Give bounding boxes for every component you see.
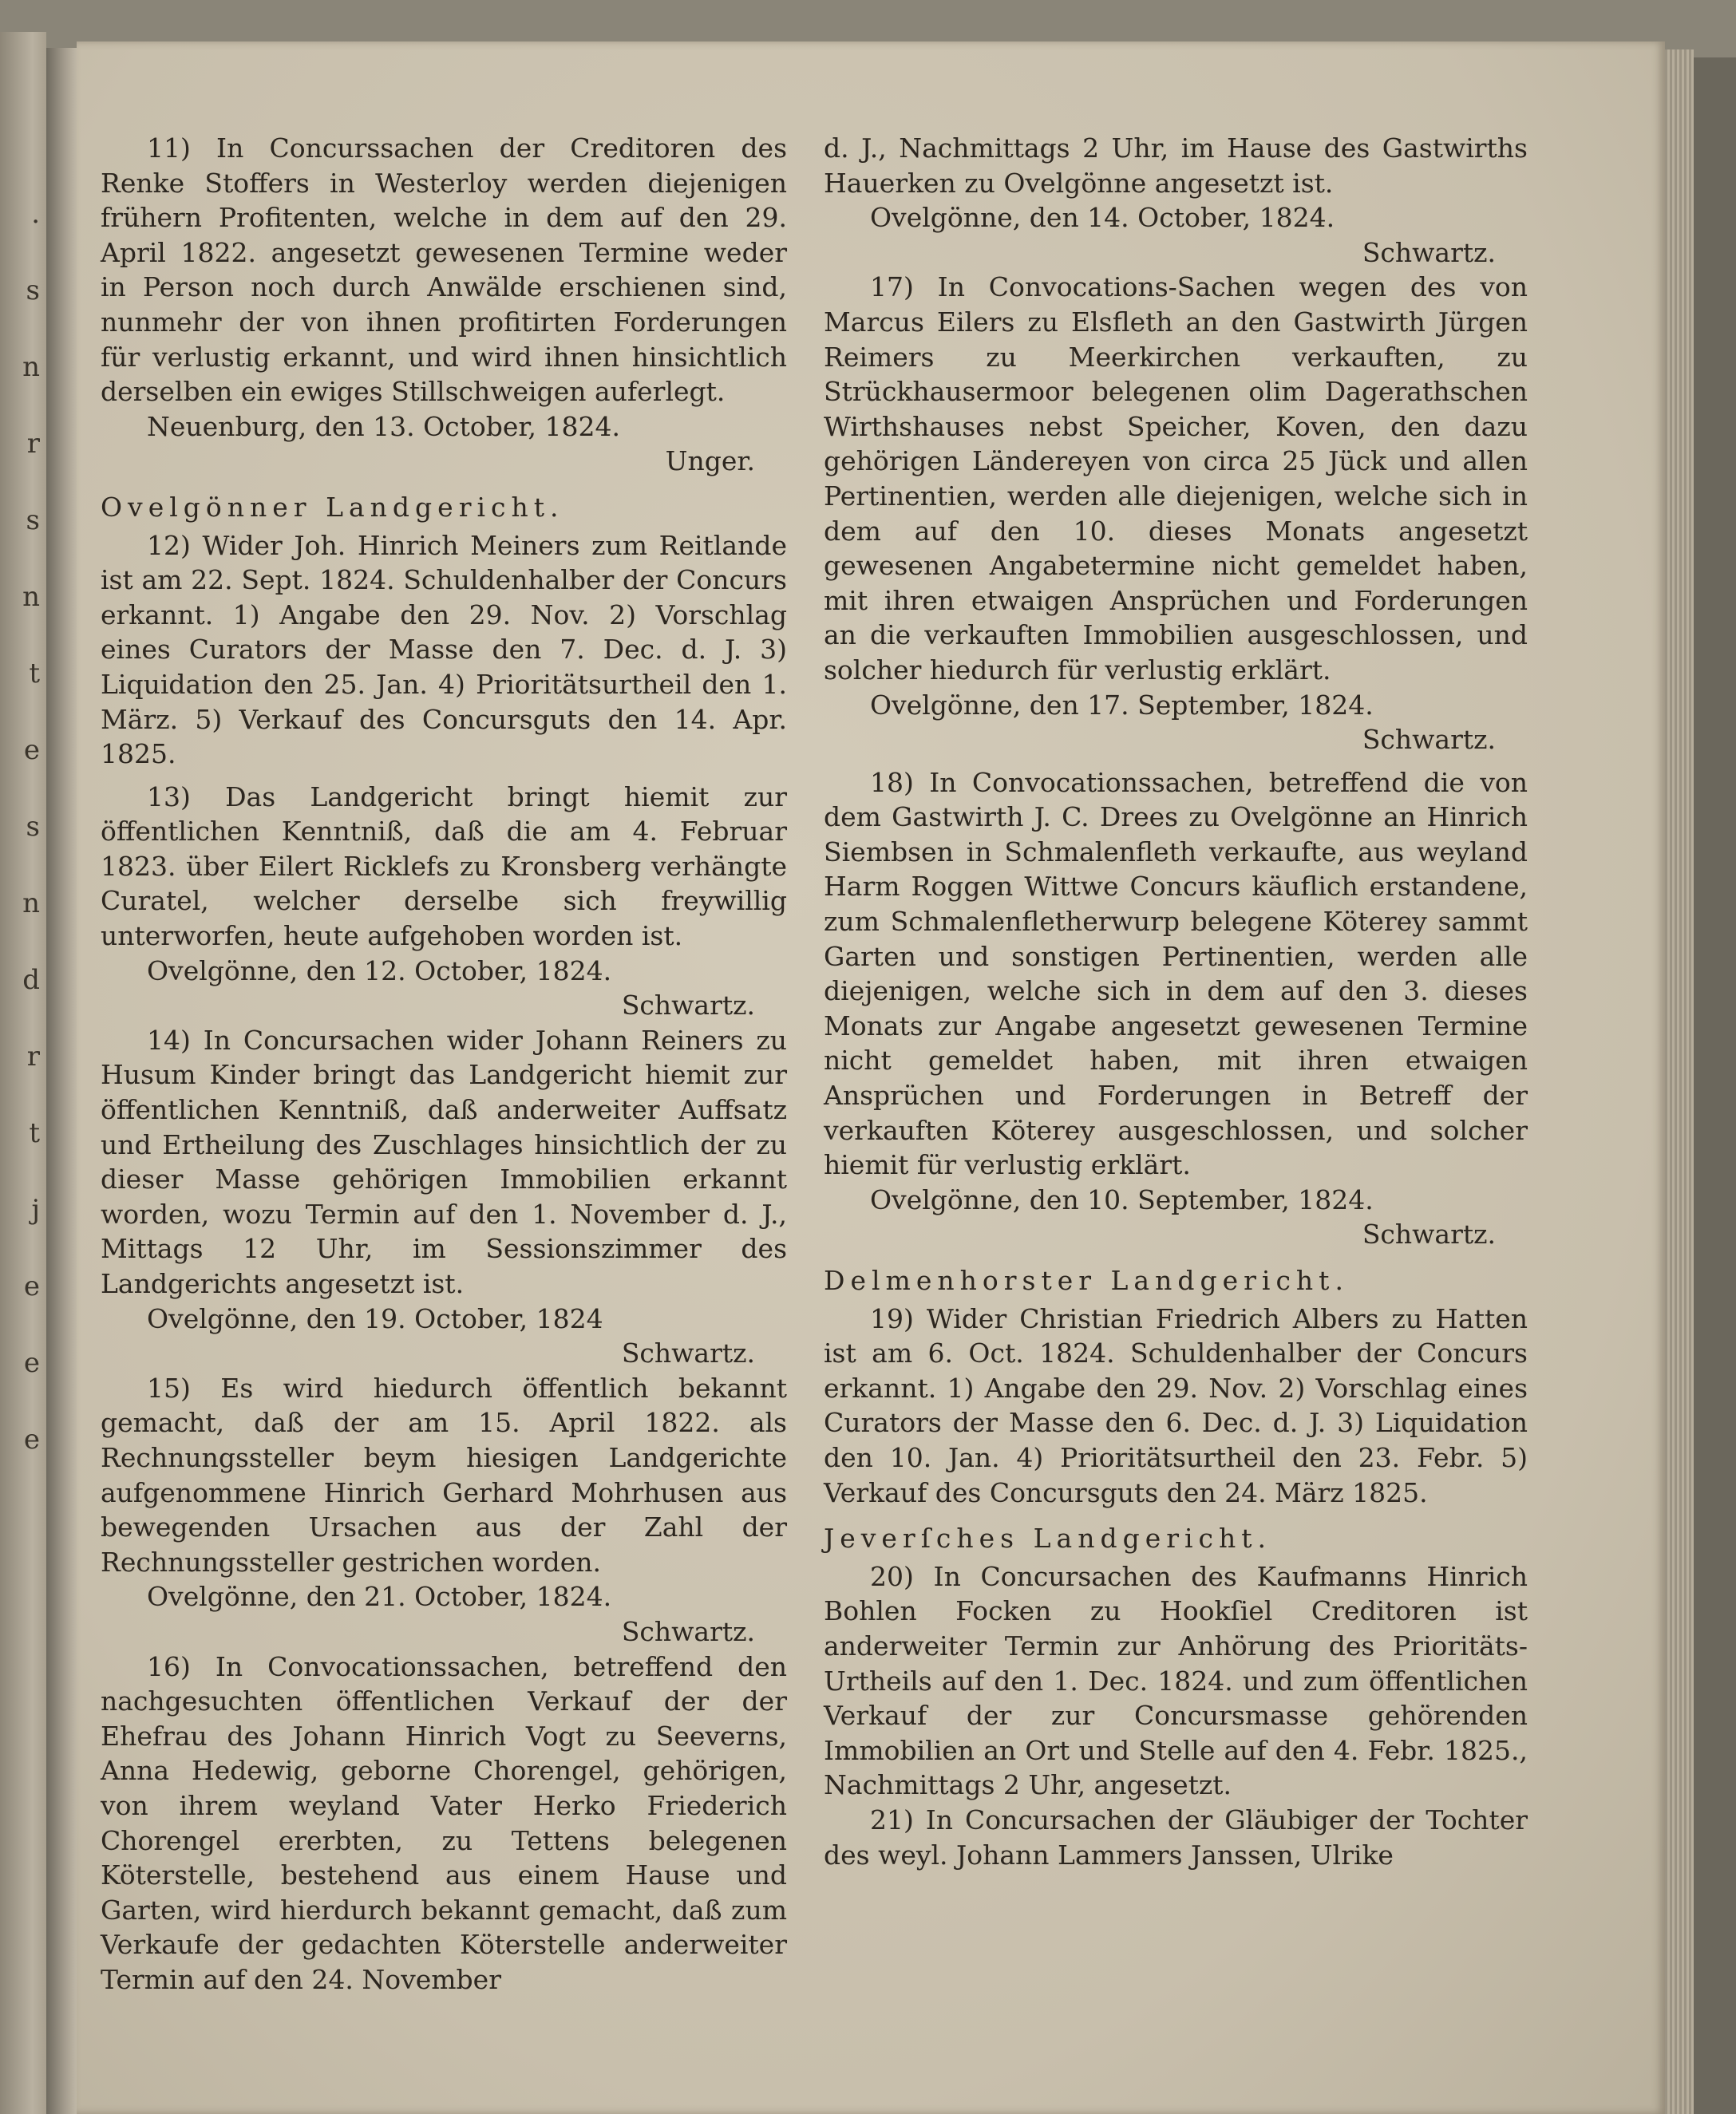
margin-fragment: e <box>23 1270 40 1302</box>
background-edge <box>1694 57 1736 2114</box>
notice-13: 13) Das Landgericht bringt hiemit zur öffentlichen Kenntniß, daß die am 4. Februar 1823. über Eilert Ricklefs zu Kronsberg verhängte Curatel, welcher derselbe sich freywillig unterworfen, heute aufgehoben worden ist. <box>101 780 787 952</box>
notice-11-place-date: Neuenburg, den 13. October, 1824. <box>147 410 620 442</box>
margin-fragment: t <box>29 1117 40 1149</box>
notice-14-signature: Schwartz. <box>621 1338 755 1369</box>
notice-18-signature: Schwartz. <box>1362 1219 1496 1251</box>
margin-fragment: s <box>26 504 40 536</box>
book-gutter <box>46 48 80 2114</box>
notice-16-signature: Schwartz. <box>1362 236 1496 268</box>
margin-fragment: n <box>22 887 40 919</box>
notice-14-place-date: Ovelgönne, den 19. October, 1824 <box>147 1302 603 1334</box>
notice-18: 18) In Convocationssachen, betreffend die von dem Gastwirth J. C. Drees zu Ovelgönne an Hinrich Siembsen in Schmalenfleth verkaufte, aus weyland Harm Roggen Wittwe Concurs käuflich erstandene, zum Schmalenfletherwurp belegene Köterey sammt Garten und sonstigen Pertinentien, werden alle diejenigen, welche sich in dem auf den 3. dieses Monats zur Angabe angesetzt gewesenen Termine nicht gemeldet haben, mit ihren etwaigen Ansprüchen und Forderungen in Betreff der verkauften Köterey ausgeschlossen, und solcher hiemit für verlustig erklärt. <box>824 766 1528 1181</box>
notice-11: 11) In Concurssachen der Creditoren des Renke Stoffers in Westerloy werden diejenigen frühern Profitenten, welche in dem auf den 29. April 1822. angesetzt gewesenen Termine weder in Person noch durch Anwälde erschienen sind, nunmehr der von ihnen profitirten Forderungen für verlustig erkannt, und wird ihnen hinsichtlich derselben ein ewiges Stillschweigen auferlegt. <box>101 132 787 408</box>
margin-fragment: n <box>22 581 40 613</box>
margin-fragment: s <box>26 275 40 306</box>
page-stack-edge <box>1665 49 1694 2114</box>
margin-fragment: e <box>23 734 40 766</box>
notice-17: 17) In Convocations-Sachen wegen des von Marcus Eilers zu Elsfleth an den Gastwirth Jürgen Reimers zu Meerkirchen verkauften, zu Strückhausermoor belegenen olim Dagerathschen Wirthshauses nebst Speicher, Koven, den dazu gehörigen Ländereyen von circa 25 Jück und allen Pertinentien, werden alle diejenigen, welche sich in dem auf den 10. dieses Monats angesetzt gewesenen Angabetermine nicht gemeldet haben, mit ihren etwaigen Ansprüchen und Forderungen an die verkauften Immobilien ausgeschlossen, und solcher hiedurch für verlustig erklärt. <box>824 271 1528 686</box>
notice-16: 16) In Convocationssachen, betreffend den nachgesuchten öffentlichen Verkauf der der Ehefrau des Johann Hinrich Vogt zu Seeverns, Anna Hedewig, geborne Chorengel, gehörigen, von ihrem weyland Vater Herko Friederich Chorengel ererbten, zu Tettens belegenen Köterstelle, bestehend aus einem Hause und Garten, wird hierdurch bekannt gemacht, daß zum Verkaufe der gedachten Köterstelle anderweiter Termin auf den 24. November <box>101 1650 787 1995</box>
margin-fragment: d <box>22 964 40 996</box>
notice-19: 19) Wider Christian Friedrich Albers zu Hatten ist am 6. Oct. 1824. Schuldenhalber der Concurs erkannt. 1) Angabe den 29. Nov. 2) Vorschlag eines Curators der Masse den 6. Dec. d. J. 3) Liquidation den 10. Jan. 4) Prioritätsurtheil den 23. Febr. 5) Verkauf des Concursguts den 24. März 1825. <box>824 1302 1528 1508</box>
notice-11-signature: Unger. <box>665 445 755 477</box>
court-heading-jever: Jeverſches Landgericht. <box>824 1523 1272 1555</box>
margin-fragment: e <box>23 1424 40 1456</box>
margin-fragment: r <box>26 428 40 460</box>
left-column <box>101 131 787 1997</box>
notice-16-place-date: Ovelgönne, den 14. October, 1824. <box>870 202 1335 234</box>
margin-fragment: e <box>23 1347 40 1379</box>
margin-fragment: s <box>26 811 40 843</box>
notice-16-continued: d. J., Nachmittags 2 Uhr, im Hause des Gastwirths Hauerken zu Ovelgönne angesetzt ist. <box>824 132 1528 199</box>
notice-13-signature: Schwartz. <box>621 990 755 1021</box>
margin-fragments <box>5 176 40 1478</box>
previous-page-edge <box>0 32 46 2114</box>
notice-15-signature: Schwartz. <box>621 1615 755 1647</box>
notice-14: 14) In Concursachen wider Johann Reiners zu Husum Kinder bringt das Landgericht hiemit zur öffentlichen Kenntniß, daß anderweiter Auffsatz und Ertheilung des Zuschlages hinsichtlich der zu dieser Masse gehörigen Immobilien erkannt worden, wozu Termin auf den 1. November d. J., Mittags 12 Uhr, im Sessionszimmer des Landgerichts angesetzt ist. <box>101 1024 787 1299</box>
margin-fragment: j <box>31 1194 40 1226</box>
court-heading-delmenhorst: Delmenhorster Landgericht. <box>824 1265 1349 1296</box>
notice-17-signature: Schwartz. <box>1362 724 1496 756</box>
notice-21: 21) In Concursachen der Gläubiger der Tochter des weyl. Johann Lammers Janssen, Ulrike <box>824 1804 1528 1871</box>
notice-20: 20) In Concursachen des Kaufmanns Hinrich Bohlen Focken zu Hookſiel Creditoren ist anderweiter Termin zur Anhörung des Prioritäts-Urtheils auf den 1. Dec. 1824. und zum öffentlichen Verkauf der zur Concursmasse gehörenden Immobilien an Ort und Stelle auf den 4. Febr. 1825., Nachmittags 2 Uhr, angesetzt. <box>824 1560 1528 1801</box>
notice-15-place-date: Ovelgönne, den 21. October, 1824. <box>147 1581 612 1613</box>
margin-fragment: r <box>26 1041 40 1073</box>
right-column <box>824 131 1528 1872</box>
notice-15: 15) Es wird hiedurch öffentlich bekannt gemacht, daß der am 15. April 1822. als Rechnungssteller beym hiesigen Landgerichte aufgenommene Hinrich Gerhard Mohrhusen aus bewegenden Ursachen aus der Zahl der Rechnungssteller gestrichen worden. <box>101 1372 787 1578</box>
notice-18-place-date: Ovelgönne, den 10. September, 1824. <box>870 1183 1374 1215</box>
notice-17-place-date: Ovelgönne, den 17. September, 1824. <box>870 689 1374 721</box>
notice-13-place-date: Ovelgönne, den 12. October, 1824. <box>147 954 612 986</box>
margin-fragment: . <box>31 198 40 230</box>
margin-fragment: n <box>22 351 40 383</box>
notice-12: 12) Wider Joh. Hinrich Meiners zum Reitlande ist am 22. Sept. 1824. Schuldenhalber der Concurs erkannt. 1) Angabe den 29. Nov. 2) Vorschlag eines Curators der Masse den 7. Dec. d. J. 3) Liquidation den 25. Jan. 4) Prioritätsurtheil den 1. März. 5) Verkauf des Concursguts den 14. Apr. 1825. <box>101 529 787 770</box>
court-heading-ovelgoenne: Ovelgönner Landgericht. <box>101 491 564 523</box>
margin-fragment: t <box>29 658 40 690</box>
